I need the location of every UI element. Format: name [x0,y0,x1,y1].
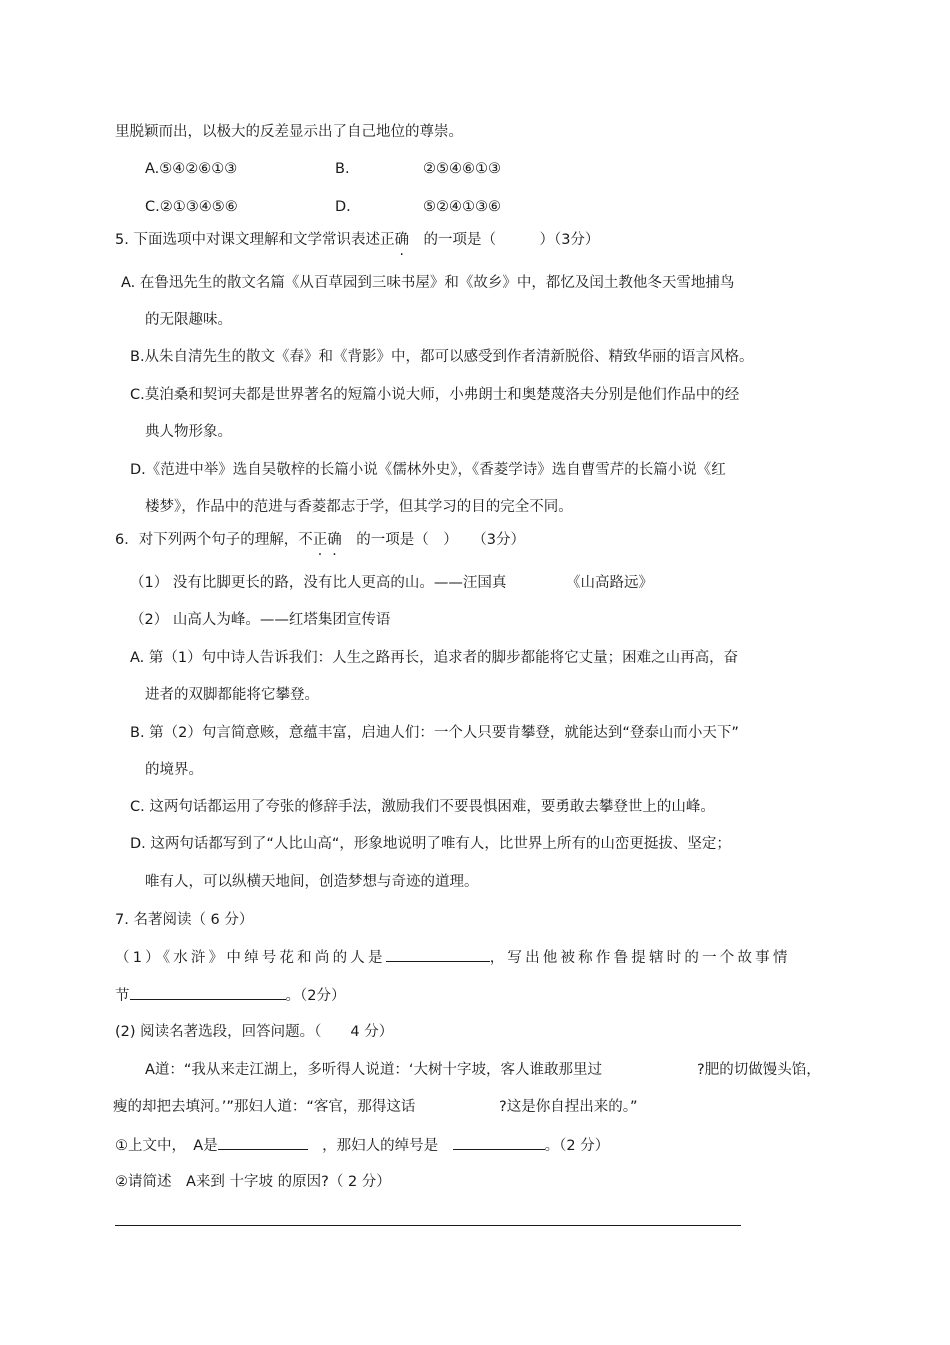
q5-stem-pre: 5. 下面选项中对课文理解和文学常识表述正 [115,232,395,248]
q6-stem-emphasis-2: 确 [327,532,342,548]
q7-sub1-text-c: 。（2 分） [544,1138,610,1154]
q6-option-a-line1: A. 第（1）句中诗人告诉我们：人生之路再长，追求者的脚步都能将它丈量；困难之山再高，奋 [130,650,739,666]
q7-sub1 [115,1135,609,1156]
q5-option-a-line1: A. 在鲁迅先生的散文名篇《从百草园到三味书屋》和《故乡》中，都忆及闰土教他冬天雪地捕鸟 [121,275,735,291]
answer-line[interactable] [115,1225,741,1226]
q4-option-a-text: ⑤④②⑥①③ [159,161,238,177]
q4-option-c-text: ②①③④⑤⑥ [159,199,238,215]
q6-option-b-line1: B. 第（2）句言简意赅，意蕴丰富，启迪人们：一个人只要肯攀登，就能达到“登泰山而小天下” [130,725,739,741]
q5-option-c-line1: C.莫泊桑和契诃夫都是世界著名的短篇小说大师，小弗朗士和奥楚蔑洛夫分别是他们作品中的经 [130,387,740,403]
q7-quote-line2-a: 瘦的却把去填河。’”那妇人道：“客官，那得这话 [113,1099,416,1115]
q5-stem-post: 的一项是（ ）（3分） [423,232,600,248]
answer-blank-a-name[interactable] [218,1135,308,1150]
q5-option-c-line2: 典人物形象。 [145,424,232,440]
q7-part2: (2) 阅读名著选段，回答问题。（ 4 分） [115,1024,394,1040]
q6-stem-emphasis-1: 正 [312,532,328,548]
q6-stem [115,530,525,550]
q7-sub1-text-a: ①上文中， A是 [115,1138,218,1154]
q5-option-a-line2: 的无限趣味。 [145,312,232,328]
q6-option-d-line2: 唯有人，可以纵横天地间，创造梦想与奇迹的道理。 [145,874,479,890]
q7-quote-line1-b: ?肥的切做馒头馅， [697,1062,821,1078]
q7-part1-line2 [115,985,345,1006]
q6-sentence-2: （2） 山高人为峰。——红塔集团宣传语 [130,612,391,628]
q7-title: 7. 名著阅读（ 6 分） [115,912,254,928]
q6-sentence-1: （1） 没有比脚更长的路，没有比人更高的山。——汪国真 [130,575,507,591]
q6-stem-post: 的一项是（ ） （3分） [356,532,525,548]
q7-sub2: ②请简述 A来到 十字坡 的原因?（ 2 分） [115,1174,391,1190]
q6-stem-pre: 6．对下列两个句子的理解，不 [115,532,313,548]
q7-part1-line1 [115,947,791,968]
q7-part1-text-c: 节 [115,988,130,1004]
q7-part1-text-d: 。（2分） [285,988,346,1004]
q5-stem-emphasis: 确 [394,232,409,248]
q6-option-b-line2: 的境界。 [145,762,203,778]
q6-sentence-1-source: 《山高路远》 [566,575,653,591]
q4-option-a [145,159,237,179]
answer-blank-woman-nickname[interactable] [453,1135,545,1150]
q4-option-d-text: ⑤②④①③⑥ [423,199,501,215]
q4-option-c-label: C. [145,199,160,215]
q4-option-a-label: A. [145,161,160,177]
top-line: 里脱颖而出，以极大的反差显示出了自己地位的尊崇。 [115,124,463,140]
q5-option-d-line1: D.《范进中举》选自吴敬梓的长篇小说《儒林外史》，《香菱学诗》选自曹雪芹的长篇小说《红 [130,462,726,478]
q6-option-a-line2: 进者的双脚都能将它攀登。 [145,687,319,703]
q5-stem [115,230,599,250]
q6-option-c-line1: C. 这两句话都运用了夸张的修辞手法，激励我们不要畏惧困难，要勇敢去攀登世上的山峰。 [130,799,715,815]
q7-part1-text-b: ，写出他被称作鲁提辖时的一个故事情 [489,950,791,966]
q4-option-b-text: ②⑤④⑥①③ [423,161,501,177]
q4-option-b-label: B. [335,161,350,177]
answer-blank-nickname-holder[interactable] [386,947,490,962]
q4-option-c [145,197,238,217]
answer-blank-story[interactable] [130,985,286,1000]
q7-part1-text-a: （1）《水浒》中绰号花和尚的人是 [115,950,386,966]
q7-quote-line2-b: ?这是你自捏出来的。” [499,1099,638,1115]
q5-option-b-line1: B.从朱自清先生的散文《春》和《背影》中，都可以感受到作者清新脱俗、精致华丽的语言风格。 [130,349,754,365]
q7-quote-line1-a: A道：“我从来走江湖上，多听得人说道：‘大树十字坡，客人谁敢那里过 [145,1062,603,1078]
q6-option-d-line1: D. 这两句话都写到了“人比山高“，形象地说明了唯有人，比世界上所有的山峦更挺拔、坚定； [130,836,731,852]
q4-option-d-label: D. [335,199,351,215]
q7-sub1-text-b: ，那妇人的绰号是 [322,1138,439,1154]
q5-option-d-line2: 楼梦》，作品中的范进与香菱都志于学，但其学习的目的完全不同。 [145,499,573,515]
